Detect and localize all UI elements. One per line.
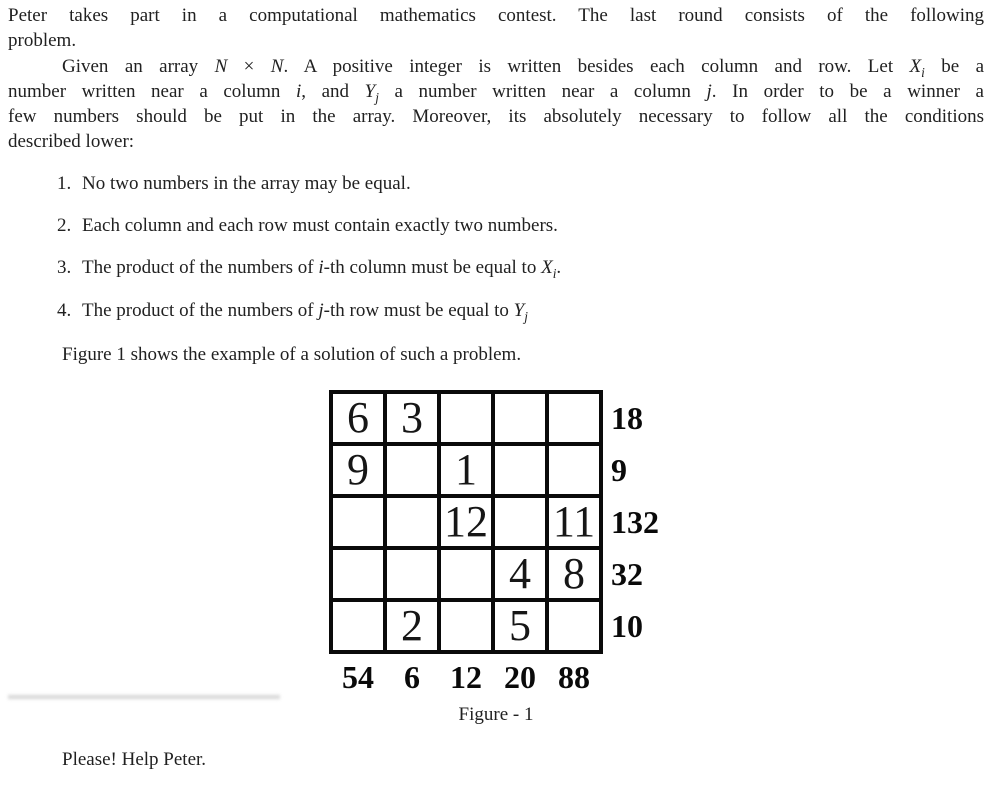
- list-item-number: 3.: [57, 257, 72, 279]
- figure-intro-text: Figure 1 shows the example of a solution of such a problem.: [62, 343, 522, 365]
- grid-cell: [331, 600, 385, 652]
- text-line: number written near a column i, and $Y_j$ a number written near a column j. In order to be a winner a: [8, 80, 984, 105]
- grid-cell: [493, 392, 547, 444]
- list-item-number: 4.: [57, 299, 72, 321]
- grid-row: [331, 444, 661, 496]
- text-line: described lower:: [8, 131, 135, 153]
- conditions-list: [8, 171, 984, 323]
- grid-cell: 8: [547, 548, 601, 600]
- list-item: [8, 255, 984, 280]
- grid-cell: [439, 600, 493, 652]
- grid-cell: [493, 444, 547, 496]
- list-item: [8, 298, 984, 323]
- paragraph-problem-statement: [8, 54, 984, 155]
- grid-cell: 9: [331, 444, 385, 496]
- grid-cell: 4: [493, 548, 547, 600]
- col-product-label: 12: [450, 659, 482, 696]
- figure-1: [8, 390, 984, 727]
- list-item-text: Each column and each row must contain exactly two numbers.: [82, 215, 558, 237]
- list-item-number: 1.: [57, 172, 72, 194]
- grid-row: [331, 548, 661, 600]
- paragraph-intro: [8, 3, 984, 54]
- grid-cell: 11: [547, 496, 601, 548]
- list-item-number: 2.: [57, 215, 72, 237]
- grid-cell: [547, 600, 601, 652]
- grid-cell: 5: [493, 600, 547, 652]
- text-line: Peter takes part in a computational mathematics contest. The last round consists of the following: [8, 5, 984, 26]
- grid-cell: [331, 496, 385, 548]
- figure-caption: Figure - 1: [458, 704, 534, 726]
- grid-row: [331, 600, 661, 652]
- list-item: [8, 213, 984, 238]
- grid-cell: 2: [385, 600, 439, 652]
- grid-cell: [439, 548, 493, 600]
- list-item: [8, 171, 984, 196]
- col-product-label: 54: [342, 659, 374, 696]
- list-item-text: No two numbers in the array may be equal.: [82, 172, 411, 194]
- row-product-label: 10: [611, 608, 643, 645]
- closing-text: Please! Help Peter.: [62, 748, 207, 770]
- text-line: Given an array N × N. A positive integer is written besides each column and row. Let $X_i$ be a: [62, 55, 984, 80]
- scan-artifact: [8, 695, 280, 699]
- grid-row: [331, 392, 661, 444]
- col-product-spacer: [601, 652, 661, 693]
- list-item-text: The product of the numbers of j-th row must be equal to $Y_j$: [82, 299, 528, 324]
- grid-cell: 3: [385, 392, 439, 444]
- grid-cell: 1: [439, 444, 493, 496]
- col-product-label: 88: [558, 659, 590, 696]
- row-product-label: 32: [611, 556, 643, 593]
- col-product-label: 6: [404, 659, 420, 696]
- grid-cell: [547, 444, 601, 496]
- row-product-label: 9: [611, 452, 627, 489]
- grid-cell: [493, 496, 547, 548]
- grid-cell: [385, 548, 439, 600]
- grid-cell: 12: [439, 496, 493, 548]
- col-product-label: 20: [504, 659, 536, 696]
- grid-cell: [331, 548, 385, 600]
- solution-grid: [329, 390, 663, 696]
- row-product-label: 132: [611, 504, 659, 541]
- row-product-label: 18: [611, 400, 643, 437]
- grid-cell: [385, 444, 439, 496]
- grid-cell: [385, 496, 439, 548]
- grid-cell: [547, 392, 601, 444]
- grid-cell: 6: [331, 392, 385, 444]
- grid-cell: [439, 392, 493, 444]
- text-line: problem.: [8, 30, 77, 52]
- grid-row: [331, 496, 661, 548]
- list-item-text: The product of the numbers of i-th column must be equal to $X_i$.: [82, 257, 562, 282]
- column-products-row: [331, 652, 661, 693]
- text-line: few numbers should be put in the array. Moreover, its absolutely necessary to follow all the conditions: [8, 106, 984, 128]
